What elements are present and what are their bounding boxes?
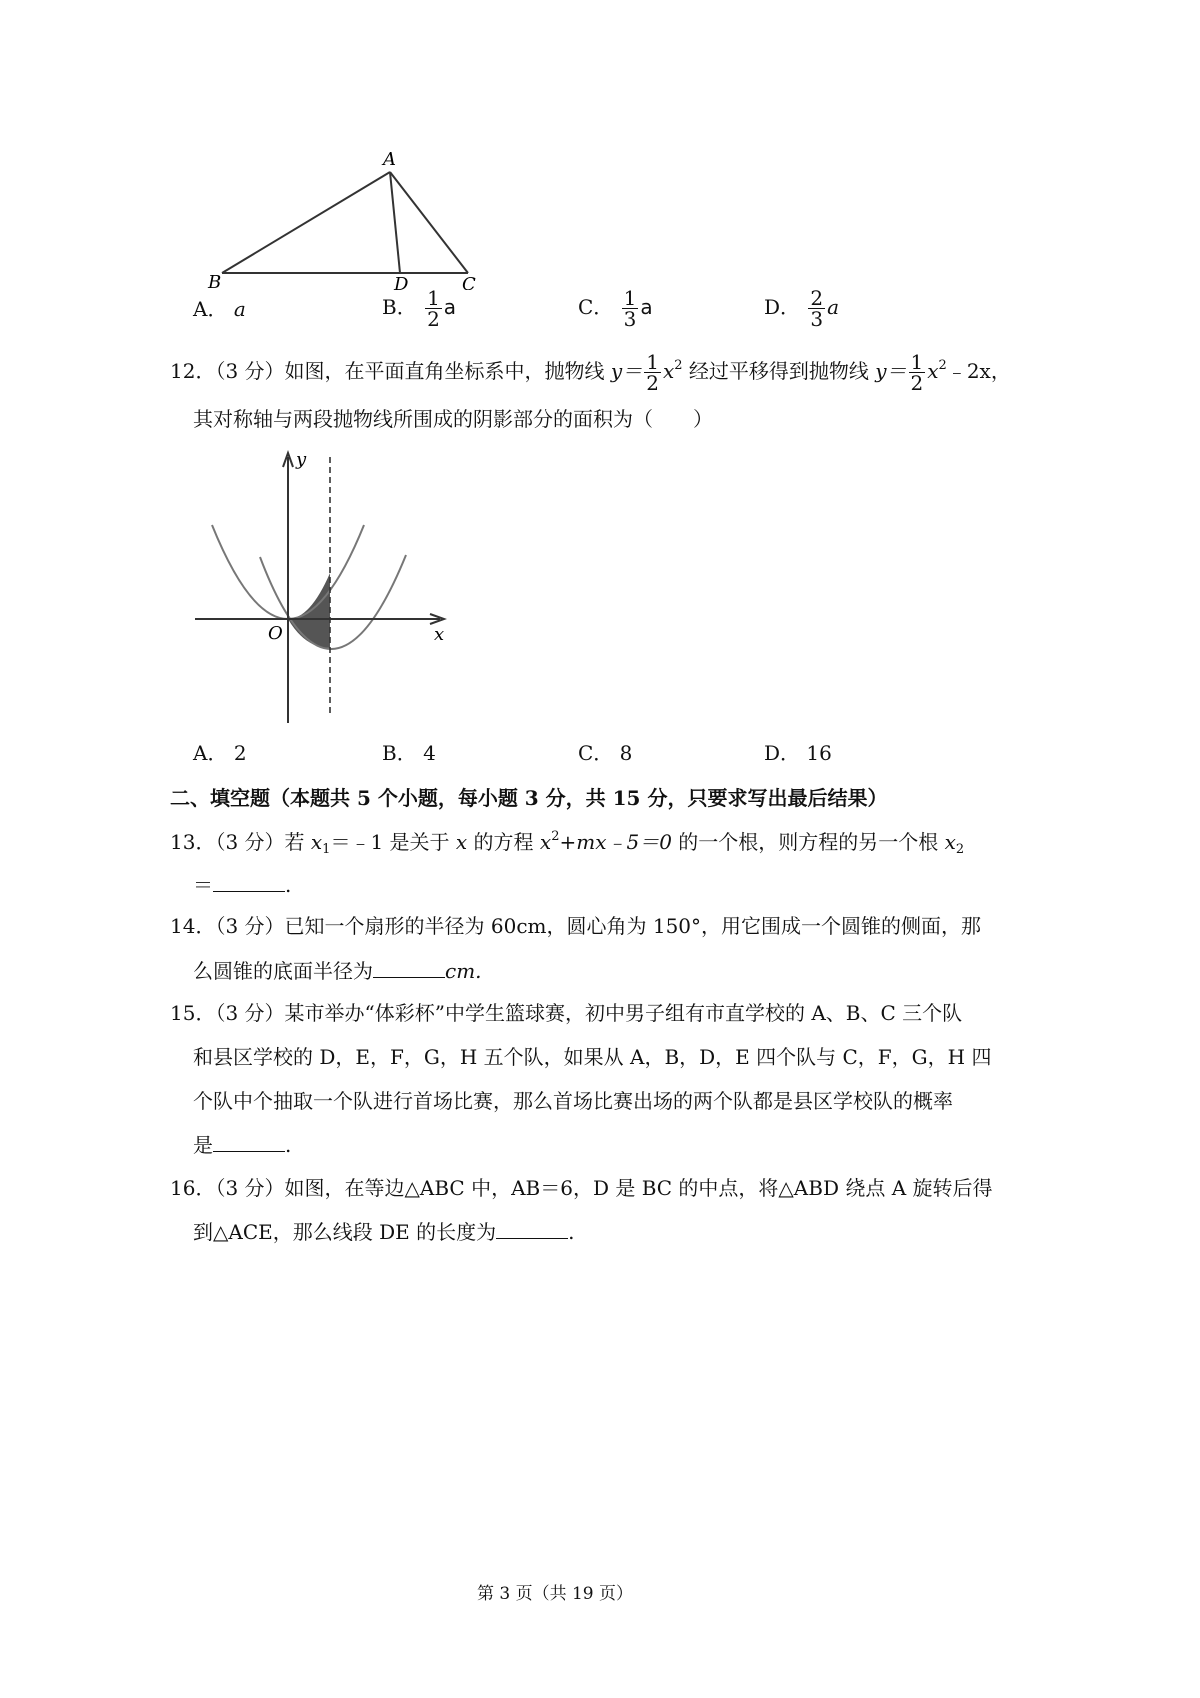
q14-line1: 14．（3 分）已知一个扇形的半径为 60cm，圆心角为 150°，用它围成一个圆锥的侧面，那 xyxy=(170,914,982,938)
section-heading: 二、填空题（本题共 5 个小题，每小题 3 分，共 15 分，只要求写出最后结果） xyxy=(170,786,888,810)
triangle-figure xyxy=(200,150,490,290)
label-B: B xyxy=(208,272,222,290)
q13-line2: ＝ . xyxy=(193,873,292,897)
page-footer: 第 3 页（共 19 页） xyxy=(476,1584,634,1604)
q15-answer-blank[interactable] xyxy=(213,1133,285,1152)
q12-option-a: A． 2 xyxy=(193,741,247,765)
q16-answer-blank[interactable] xyxy=(496,1220,568,1239)
label-A: A xyxy=(383,150,396,170)
q13-answer-blank[interactable] xyxy=(213,873,285,892)
origin-label: O xyxy=(268,623,283,644)
parabola-figure xyxy=(190,445,460,730)
label-D: D xyxy=(394,274,409,290)
q16-line2: 到△ACE，那么线段 DE 的长度为 . xyxy=(193,1220,575,1244)
q15-line1: 15．（3 分）某市举办“体彩杯”中学生篮球赛，初中男子组有市直学校的 A、B、C 三个队 xyxy=(170,1001,963,1025)
q12-line1: 12．（3 分）如图，在平面直角坐标系中，抛物线 y＝ $\frac{1}{2}$ $x^2$ 经过平移得到抛物线 y＝ $\frac{1}{2}$ $x^2﹣2x$， xyxy=(170,350,1011,395)
axis-label-x: x xyxy=(434,624,445,645)
q12-option-d: D． 16 xyxy=(764,741,832,765)
q11-option-b: B． $\frac{1}{2}$ a xyxy=(382,286,457,331)
q14-line2: 么圆锥的底面半径为 cm. xyxy=(193,959,482,983)
q11-option-d: D． $\frac{2}{3}$ a xyxy=(764,286,840,331)
q16-line1: 16．（3 分）如图，在等边△ABC 中，AB＝6，D 是 BC 的中点，将△ABD 绕点 A 旋转后得 xyxy=(170,1176,993,1200)
q11-option-c: C． $\frac{1}{3}$ a xyxy=(578,286,653,331)
q13-line1: 13．（3 分）若 $x_1=﹣1$ 是关于 x 的方程 $x^2+mx﹣5=0$ 的一个根，则方程的另一个根 $x_2$ xyxy=(170,829,965,857)
q15-line4: 是 . xyxy=(193,1133,292,1157)
q12-line2: 其对称轴与两段抛物线所围成的阴影部分的面积为（ ） xyxy=(193,407,713,431)
q11-option-a: A． a xyxy=(193,297,246,321)
label-C: C xyxy=(462,274,476,290)
axis-label-y: y xyxy=(296,449,307,470)
q14-answer-blank[interactable] xyxy=(373,959,445,978)
q15-line3: 个队中个抽取一个队进行首场比赛，那么首场比赛出场的两个队都是县区学校队的概率 xyxy=(193,1089,953,1113)
q12-option-c: C． 8 xyxy=(578,741,633,765)
q12-option-b: B． 4 xyxy=(382,741,436,765)
q15-line2: 和县区学校的 D，E，F，G，H 五个队，如果从 A，B，D，E 四个队与 C，F，G，H 四 xyxy=(193,1045,992,1069)
